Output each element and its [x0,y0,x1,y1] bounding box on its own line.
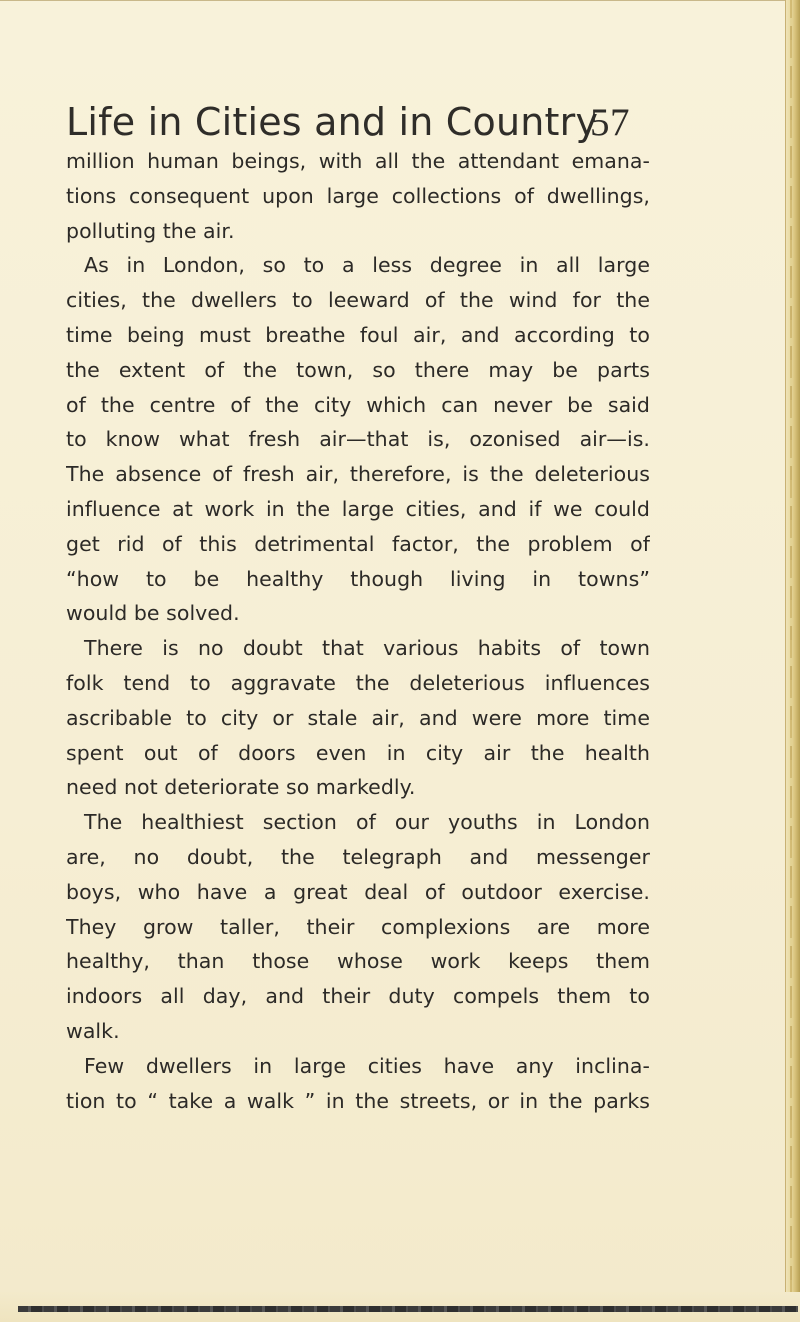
text-line-15: There is no doubt that various habits of town [84,636,650,661]
text-line-13: “how to be healthy though living in towns” [66,566,650,591]
text-line-21: are, no doubt, the telegraph and messenger [66,844,650,869]
text-line-2: tions consequent upon large collections of dwellings, [66,183,650,208]
text-line-12: get rid of this detrimental factor, the problem of [66,531,650,556]
text-line-6: time being must breathe foul air, and according to [66,322,650,347]
text-line-7: the extent of the town, so there may be parts [66,357,650,382]
text-line-23: They grow taller, their complexions are more [66,914,650,939]
text-line-16: folk tend to aggravate the deleterious influences [66,670,650,695]
text-line-5: cities, the dwellers to leeward of the wind for the [66,288,650,313]
text-line-27: Few dwellers in large cities have any inclina- [84,1053,650,1078]
text-line-24: healthy, than those whose work keeps them [66,949,650,974]
text-line-22: boys, who have a great deal of outdoor exercise. [66,879,650,904]
top-page-edge [0,0,800,7]
page-number: 57 [590,101,630,144]
body-text [66,144,650,1118]
text-line-28: tion to “ take a walk ” in the streets, or in the parks [66,1088,650,1113]
text-line-20: The healthiest section of our youths in London [84,810,650,835]
text-line-10: The absence of fresh air, therefore, is the deleterious [66,462,650,487]
text-line-19: need not deteriorate so markedly. [66,775,416,800]
text-line-4: As in London, so to a less degree in all large [84,253,650,278]
text-line-3: polluting the air. [66,218,235,243]
text-line-9: to know what fresh air—that is, ozonised air—is. [66,427,650,452]
right-page-edge [785,0,800,1322]
running-title: Life in Cities and in Country [66,100,599,144]
text-line-26: walk. [66,1018,120,1043]
text-line-1: million human beings, with all the attendant emana- [66,149,650,173]
text-line-14: would be solved. [66,601,240,626]
text-line-25: indoors all day, and their duty compels them to [66,984,650,1009]
text-line-11: influence at work in the large cities, and if we could [66,496,650,521]
bottom-binding-rule [18,1306,798,1312]
text-line-17: ascribable to city or stale air, and were more time [66,705,650,730]
text-line-8: of the centre of the city which can never be said [66,392,650,417]
text-line-18: spent out of doors even in city air the health [66,740,650,765]
